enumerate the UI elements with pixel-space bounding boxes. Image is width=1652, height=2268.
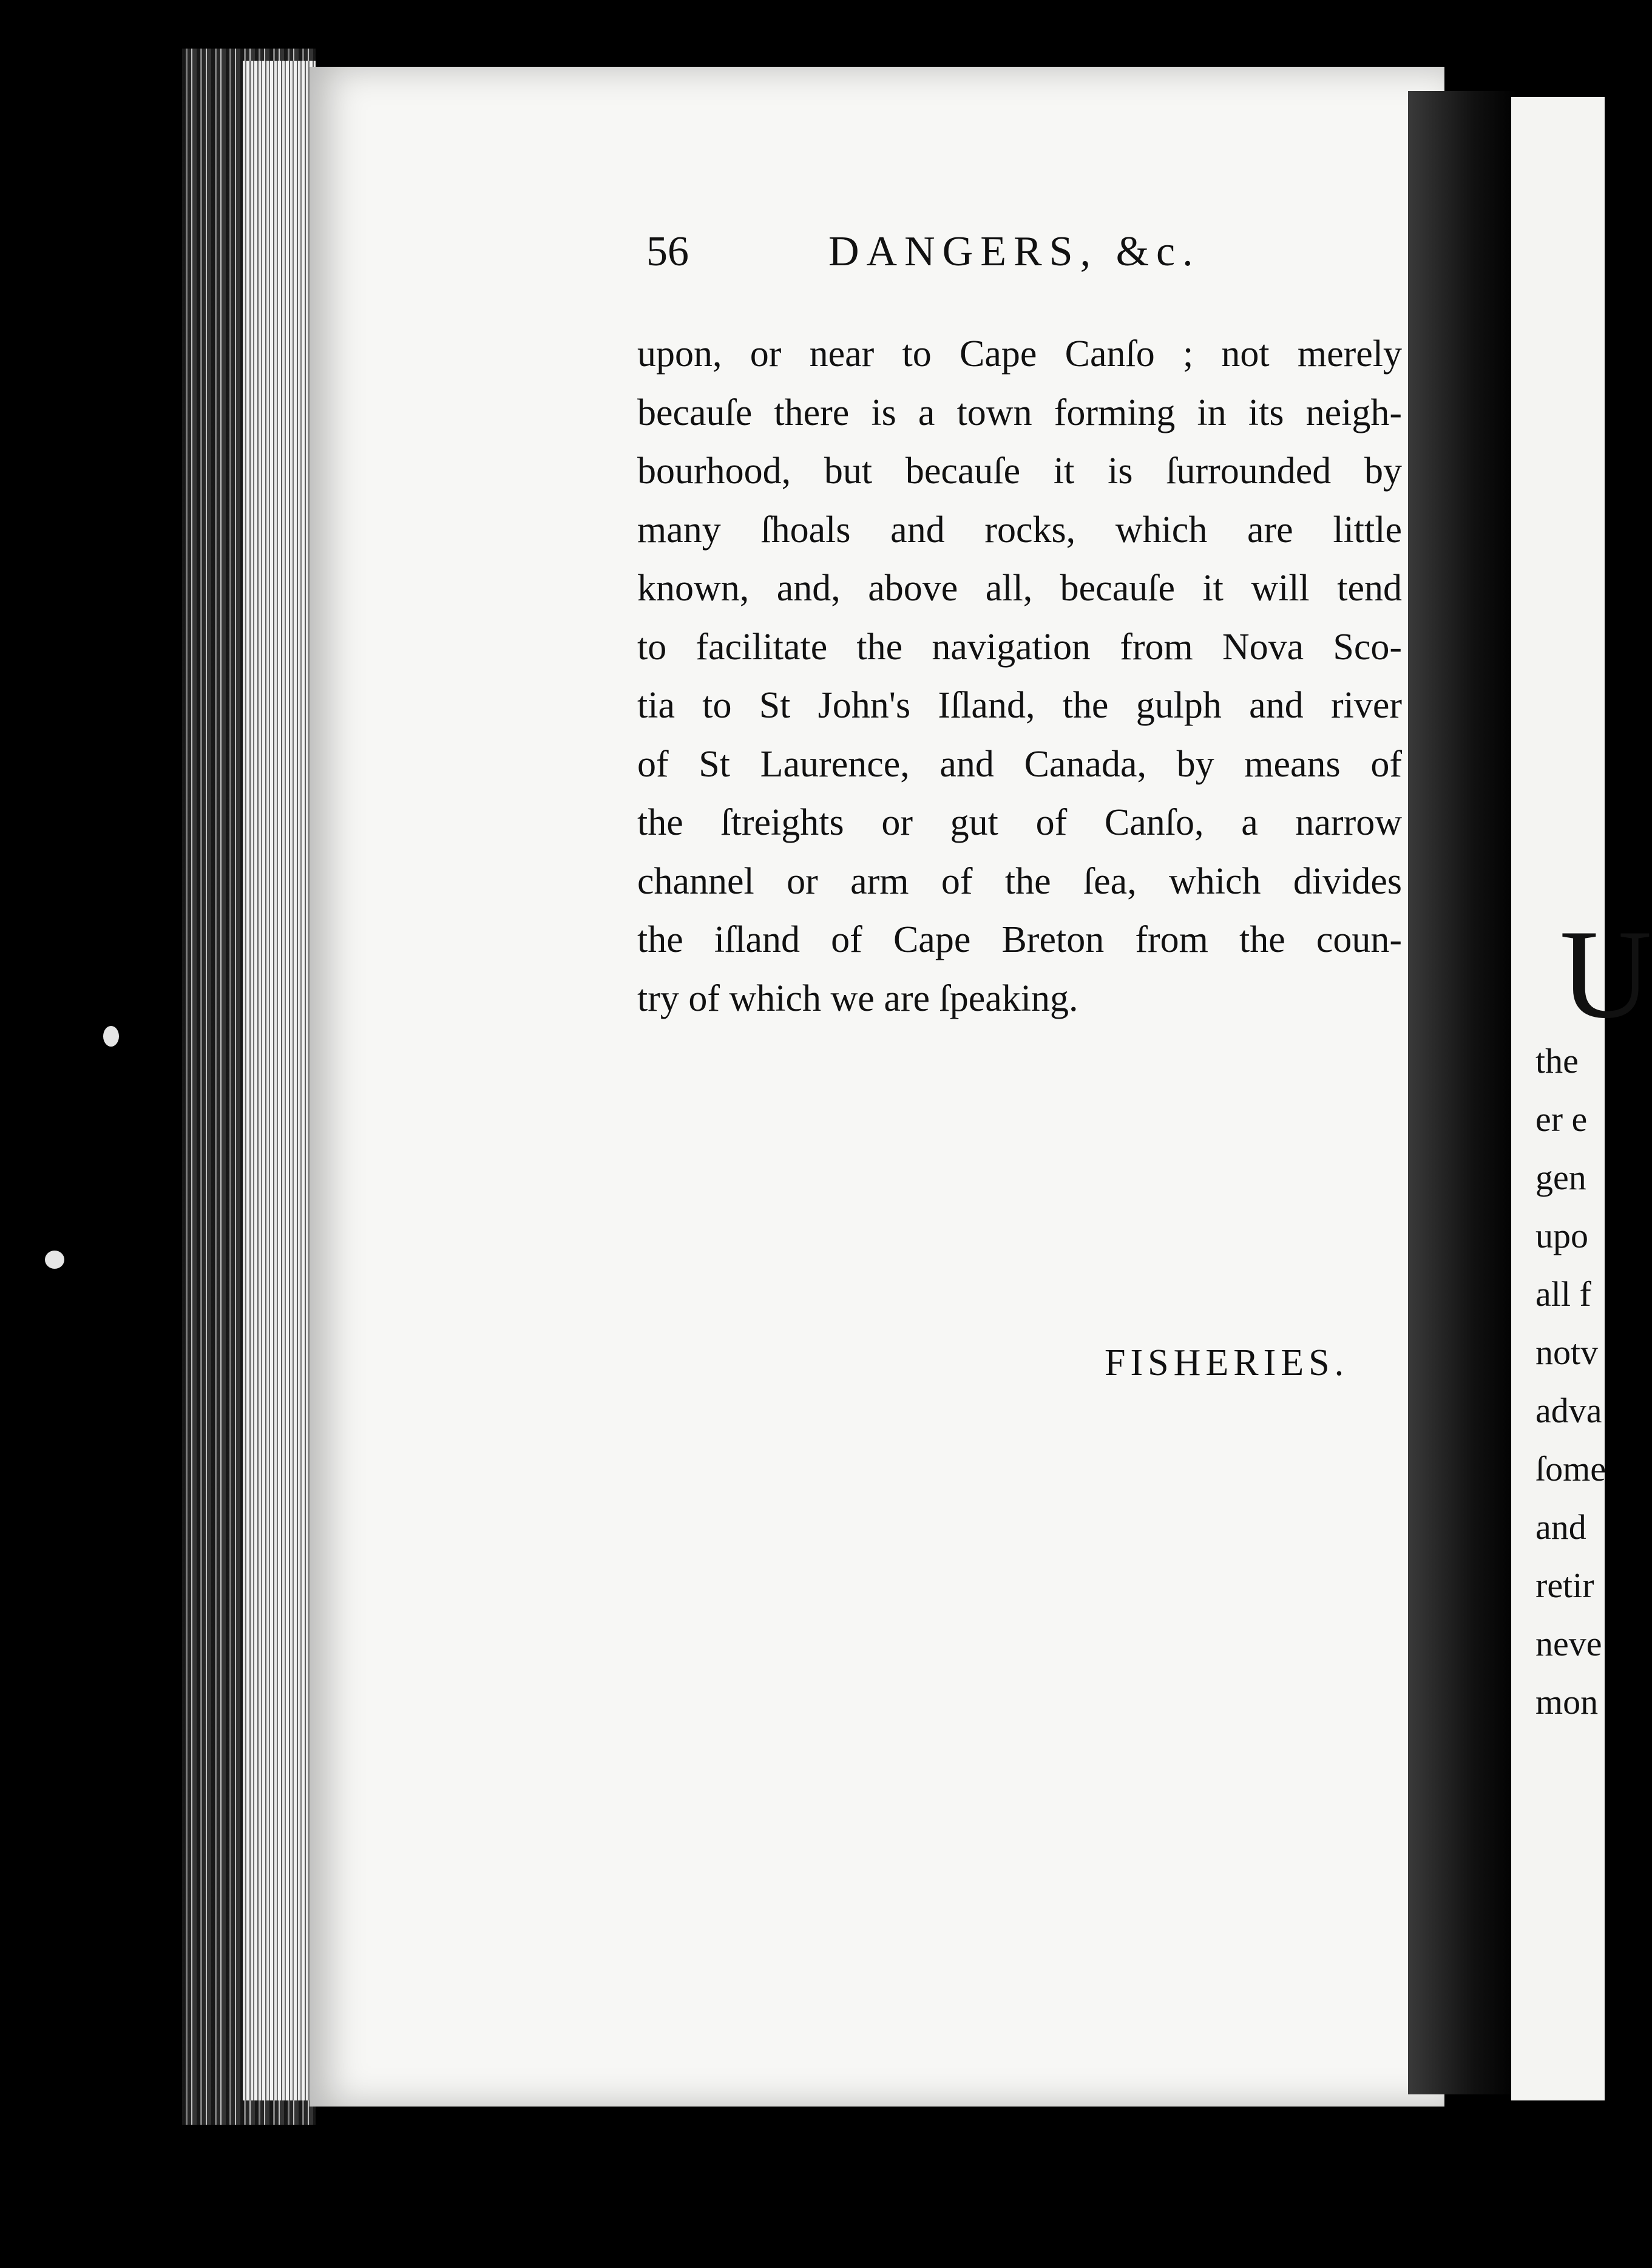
facing-text-line: mon [1535, 1682, 1599, 1722]
running-head-title: DANGERS, &c. [828, 228, 1200, 275]
facing-text-line: all f [1535, 1274, 1591, 1314]
facing-text-line: ſome [1535, 1449, 1606, 1489]
text-line: try of which we are ſpeaking. [637, 977, 1078, 1019]
text-line: upon, or near to Cape Canſo ; not merely [637, 333, 1402, 375]
facing-text-line: the [1535, 1041, 1579, 1081]
page-edges [243, 61, 316, 2100]
gutter-shadow [1408, 91, 1517, 2094]
facing-text-line: adva [1535, 1391, 1602, 1430]
text-line: tia to St John's Iſland, the gulph and river [637, 685, 1402, 726]
running-head [646, 228, 1253, 276]
facing-text-line: notv [1535, 1333, 1599, 1372]
text-line: bourhood, but becauſe it is ſurrounded by [637, 450, 1402, 492]
facing-text-line: gen [1535, 1158, 1586, 1197]
scan-speck [45, 1251, 64, 1269]
scan-speck [103, 1026, 119, 1047]
facing-text-line: upo [1535, 1216, 1588, 1255]
text-line: channel or arm of the ſea, which divides [637, 860, 1402, 902]
text-line: known, and, above all, becauſe it will tend [637, 568, 1402, 609]
facing-text-line: retir [1535, 1566, 1594, 1605]
page-number: 56 [646, 228, 689, 275]
text-line: to facilitate the navigation from Nova Sco- [637, 626, 1402, 668]
text-line: the ſtreights or gut of Canſo, a narrow [637, 802, 1402, 843]
text-line: the iſland of Cape Breton from the coun- [637, 919, 1402, 960]
facing-page-drop-cap: U [1560, 904, 1652, 1045]
facing-text-line: and [1535, 1507, 1586, 1547]
body-paragraph [637, 325, 1402, 1028]
text-line: becauſe there is a town forming in its neigh- [637, 392, 1402, 433]
text-line: many ſhoals and rocks, which are little [637, 509, 1402, 551]
facing-text-line: neve [1535, 1624, 1602, 1663]
facing-page-text [1535, 1032, 1606, 1731]
section-heading: FISHERIES. [1105, 1342, 1349, 1384]
facing-text-line: er e [1535, 1099, 1588, 1139]
text-line: of St Laurence, and Canada, by means of [637, 743, 1402, 785]
